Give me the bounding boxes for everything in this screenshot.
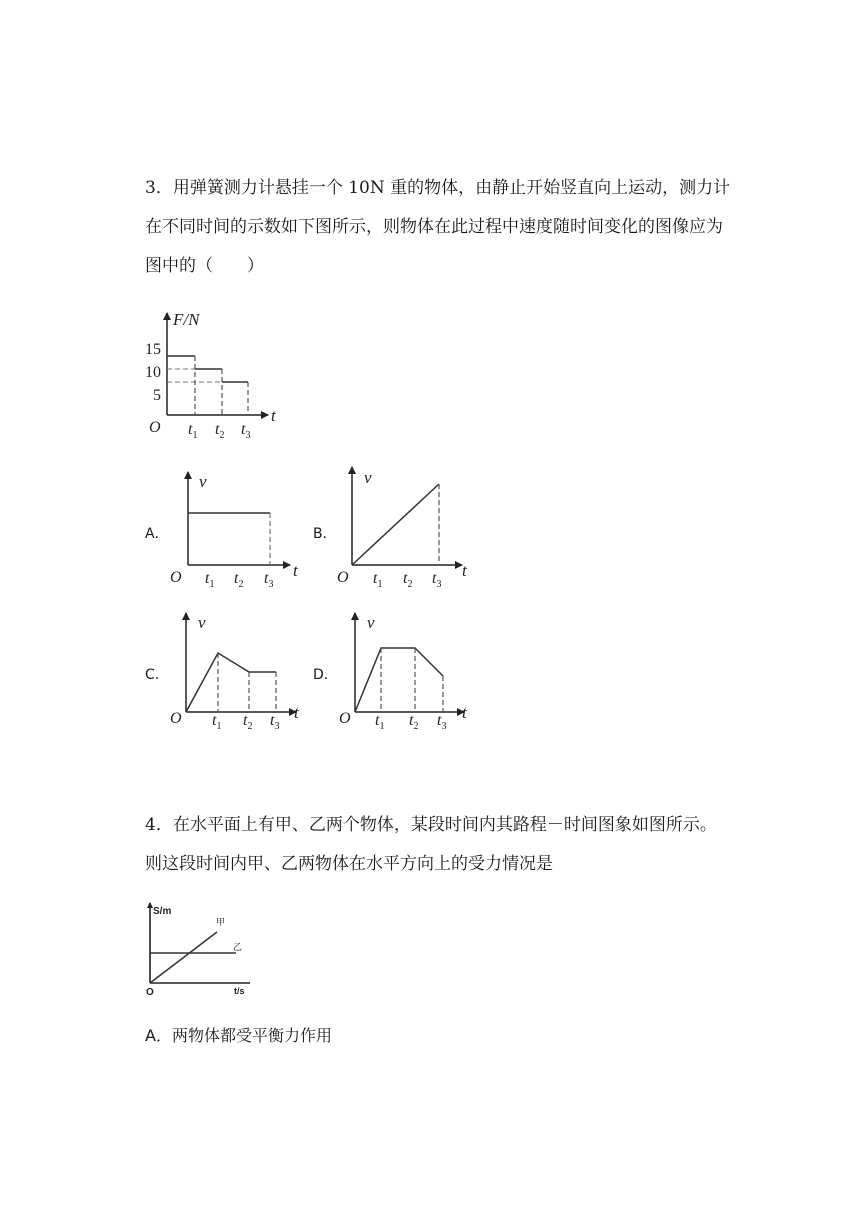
option-a-y-label: v [199,472,207,491]
option-b-graph [335,460,475,590]
dt-x-label: t/s [234,986,245,996]
svg-text:t1: $t_1$ [205,570,215,590]
dt-label-yi: 乙 [233,942,243,952]
force-x-label: t [271,406,276,425]
force-tick-15: 15 [145,341,161,358]
force-time-chart [140,305,290,445]
option-c-letter: C． [145,667,169,683]
option-d-x-label: t [462,703,467,722]
force-tick-t1: $t_1$ [188,421,198,441]
force-tick-5: 5 [153,387,161,404]
option-b-y-label: v [364,468,372,487]
svg-text:t1: $t_1$ [375,712,385,732]
svg-text:t3: $t_3$ [270,712,280,732]
option-b-letter: B． [313,526,337,542]
svg-text:t2: $t_2$ [409,712,419,732]
dt-origin: O [146,987,154,998]
force-tick-t2: $t_2$ [215,421,225,441]
option-d-velocity-line [355,648,443,712]
option-d-origin: O [339,710,351,727]
option-b-origin: O [337,569,349,586]
option-d-letter: D． [313,667,338,683]
dt-line-jia [150,932,217,983]
svg-text:t2: $t_2$ [403,570,413,590]
dt-y-label: S/m [153,906,172,917]
q4-stem-line-1: 4．在水平面上有甲、乙两个物体，某段时间内其路程－时间图象如图所示。 [145,815,717,835]
option-c-x-label: t [294,703,299,722]
q3-stem-line-2: 在不同时间的示数如下图所示，则物体在此过程中速度随时间变化的图像应为 [145,217,723,237]
option-d-y-label: v [367,613,375,632]
option-c-y-label: v [198,613,206,632]
svg-text:t3: $t_3$ [264,570,274,590]
option-c-origin: O [170,710,182,727]
option-c-graph [165,607,305,732]
option-a-x-label: t [293,561,298,580]
force-y-label: F/N [173,310,200,329]
force-origin: O [149,419,161,436]
q4-stem-line-2: 则这段时间内甲、乙两物体在水平方向上的受力情况是 [145,854,553,874]
svg-text:t3: $t_3$ [437,712,447,732]
option-c-velocity-line [186,653,276,712]
force-tick-10: 10 [145,364,161,381]
option-a-letter: A． [145,526,169,542]
force-tick-t3: $t_3$ [241,421,251,441]
svg-text:t2: $t_2$ [234,570,244,590]
svg-text:t3: $t_3$ [432,570,442,590]
svg-text:t2: $t_2$ [243,712,253,732]
q3-stem-line-1: 3．用弹簧测力计悬挂一个 10N 重的物体，由静止开始竖直向上运动，测力计 [145,178,731,198]
distance-time-graph [140,898,265,998]
option-b-x-label: t [462,561,467,580]
q3-stem-line-3: 图中的（ ） [145,256,264,276]
svg-text:t1: $t_1$ [373,570,383,590]
q4-option-a: A．两物体都受平衡力作用 [145,1026,332,1045]
option-a-origin: O [170,569,182,586]
option-d-graph [335,607,475,732]
dt-label-jia: 甲 [216,917,226,927]
option-a-graph [165,465,310,590]
option-b-velocity-line [352,484,439,565]
svg-text:t1: $t_1$ [212,712,222,732]
